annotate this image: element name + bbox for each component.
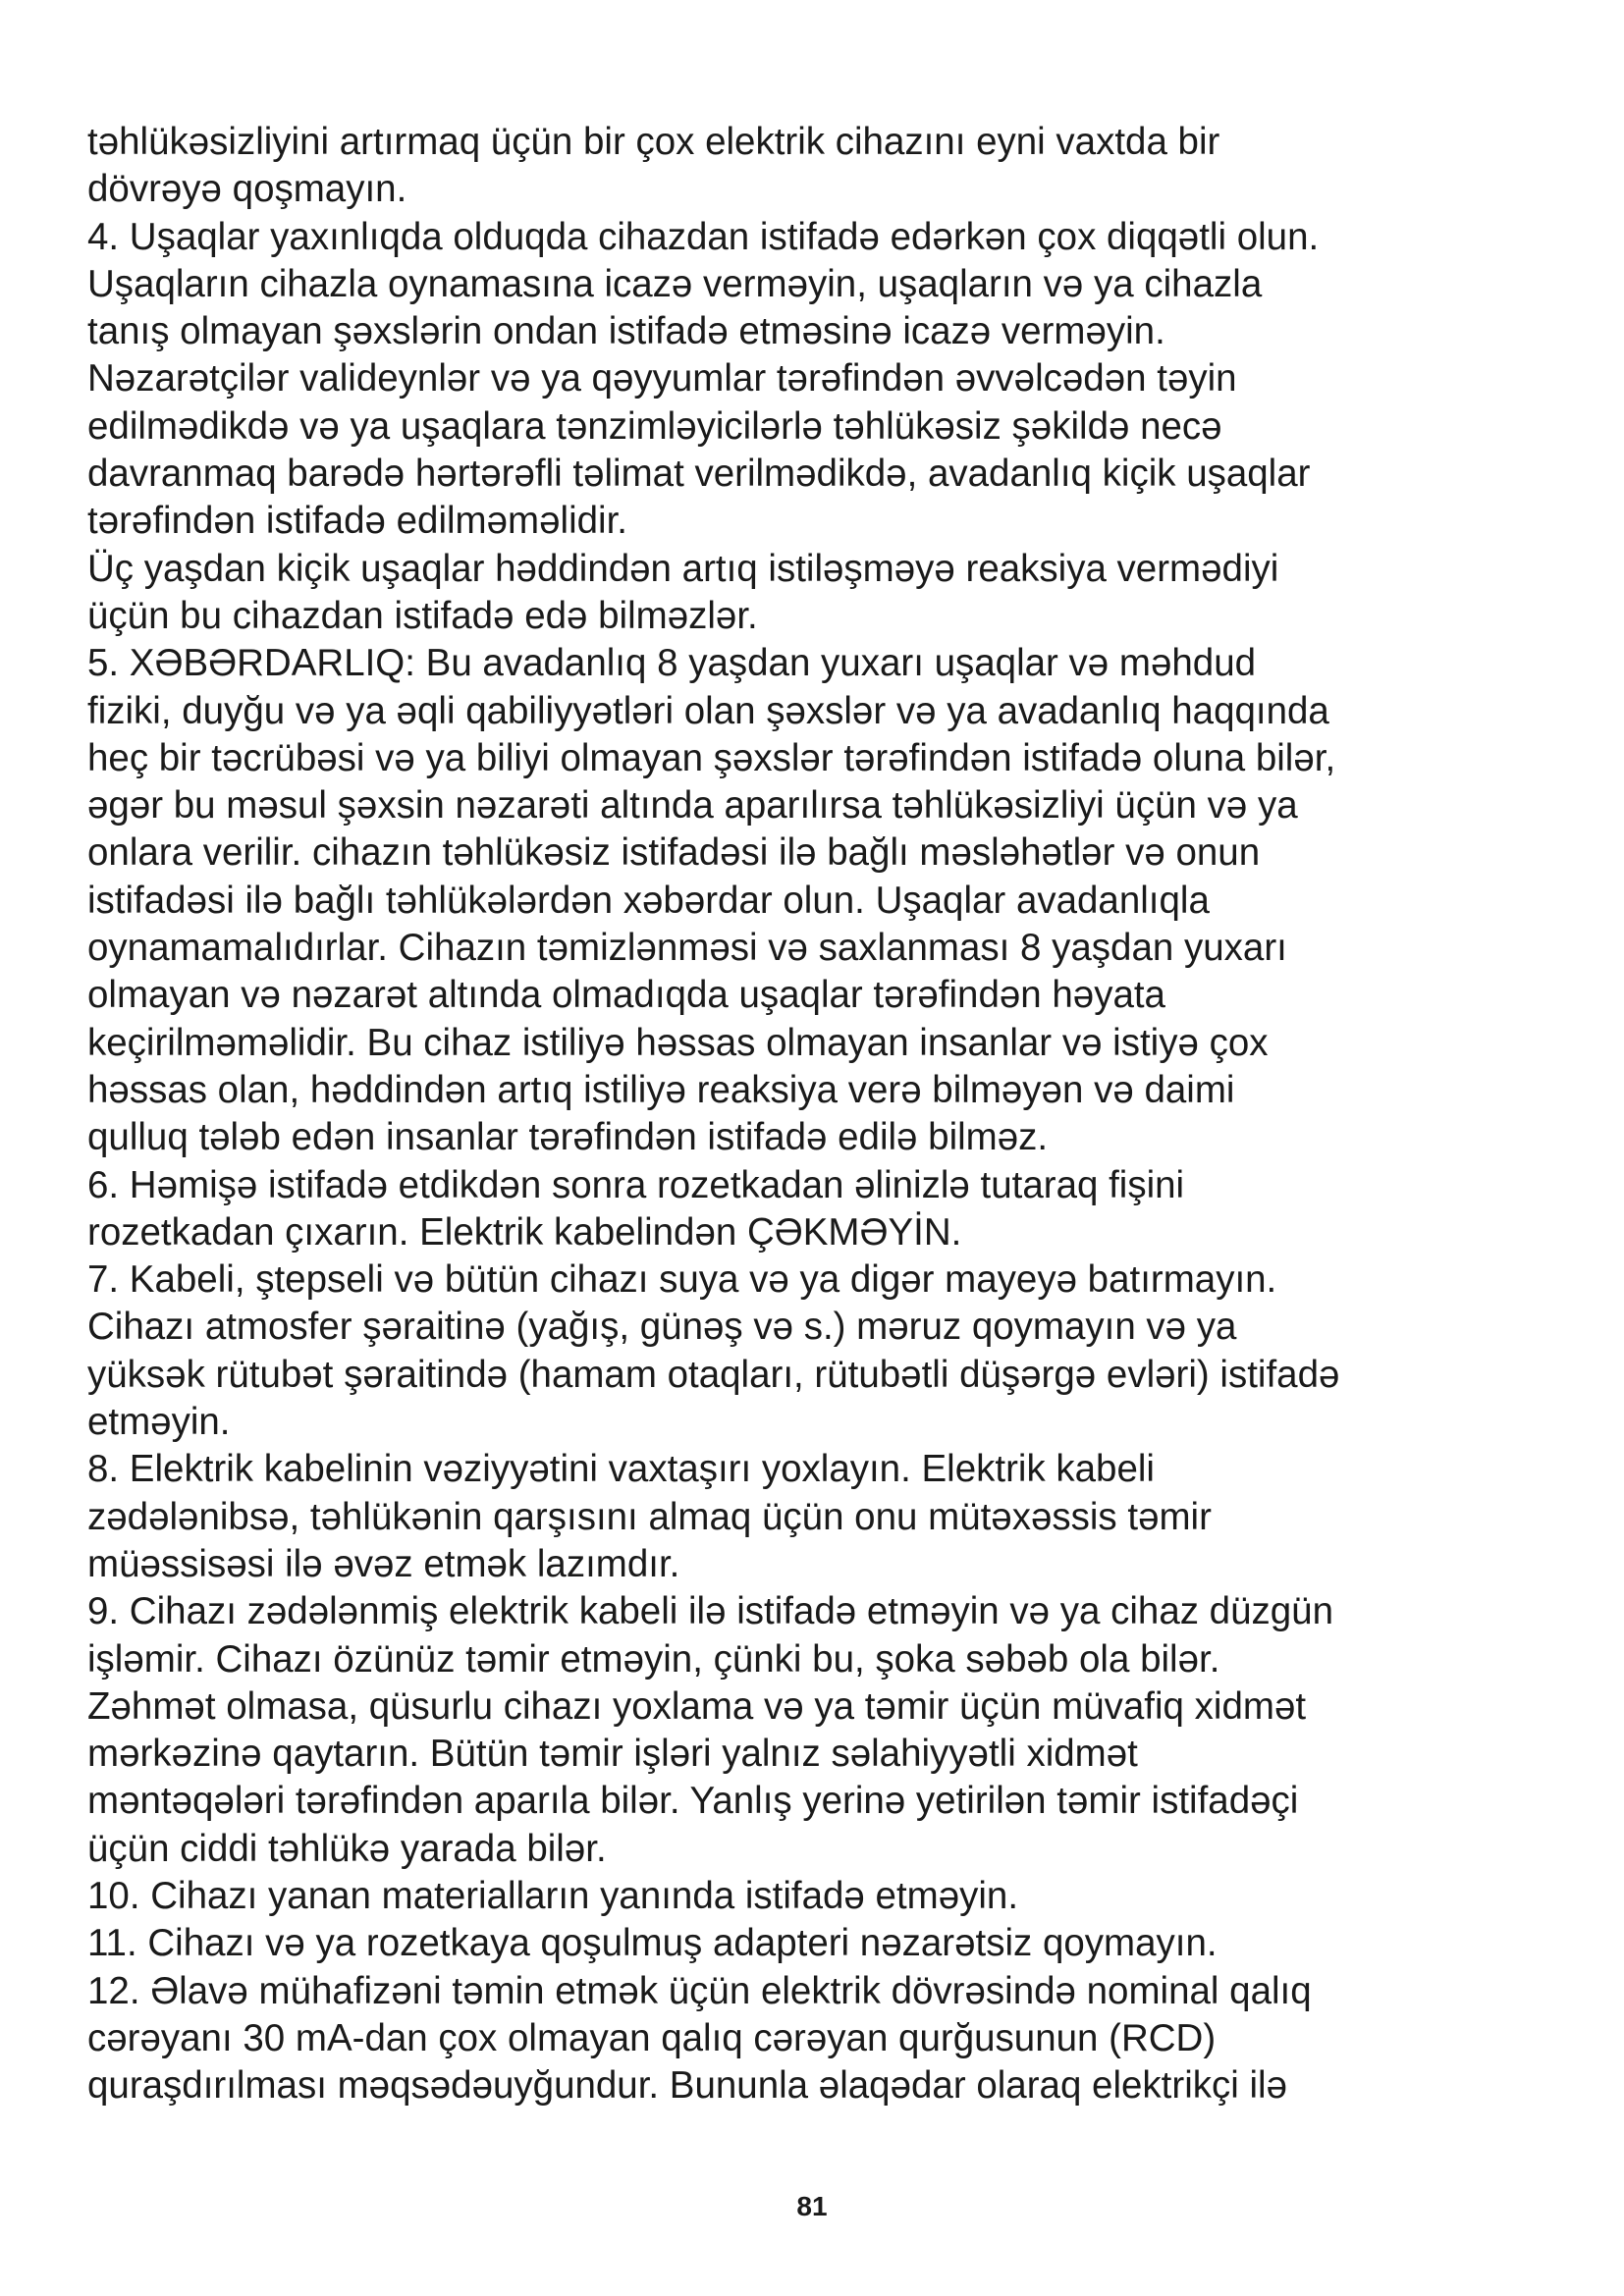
text-line: 7. Kabeli, ştepseli və bütün cihazı suya və ya digər mayeyə batırmayın.: [87, 1258, 1277, 1302]
text-line: Uşaqların cihazla oynamasına icazə verməyin, uşaqların və ya cihazla: [87, 262, 1263, 305]
text-line: davranmaq barədə hərtərəfli təlimat verilmədikdə, avadanlıq kiçik uşaqlar: [87, 453, 1311, 496]
text-line: 6. Həmişə istifadə etdikdən sonra rozetkadan əlinizlə tutaraq fişini: [87, 1163, 1185, 1206]
text-line: heç bir təcrübəsi və ya biliyi olmayan şəxslər tərəfindən istifadə oluna bilər,: [87, 736, 1336, 779]
text-line: zədələnibsə, təhlükənin qarşısını almaq üçün onu mütəxəssis təmir: [87, 1495, 1212, 1538]
page-number: 81: [796, 2191, 828, 2221]
text-line: quraşdırılması məqsədəuyğundur. Bununla əlaqədar olaraq elektrikçi ilə: [87, 2064, 1288, 2108]
text-line: 11. Cihazı və ya rozetkaya qoşulmuş adapteri nəzarətsiz qoymayın.: [87, 1922, 1218, 1965]
text-line: tərəfindən istifadə edilməməlidir.: [87, 500, 627, 543]
text-line: rozetkadan çıxarın. Elektrik kabelindən ÇƏKMƏYİN.: [87, 1210, 962, 1254]
text-line: qulluq tələb edən insanlar tərəfindən istifadə edilə bilməz.: [87, 1116, 1049, 1159]
text-line: Cihazı atmosfer şəraitinə (yağış, günəş və s.) məruz qoymayın və ya: [87, 1306, 1237, 1349]
text-line: üçün bu cihazdan istifadə edə bilməzlər.: [87, 594, 758, 637]
text-line: keçirilməməlidir. Bu cihaz istiliyə həssas olmayan insanlar və istiyə çox: [87, 1021, 1269, 1064]
text-line: edilmədikdə və ya uşaqlara tənzimləyicilərlə təhlükəsiz şəkildə necə: [87, 404, 1222, 448]
text-line: 4. Uşaqlar yaxınlıqda olduqda cihazdan istifadə edərkən çox diqqətli olun.: [87, 215, 1320, 258]
text-line: mərkəzinə qaytarın. Bütün təmir işləri yalnız səlahiyyətli xidmət: [87, 1733, 1138, 1776]
text-line: oynamamalıdırlar. Cihazın təmizlənməsi və saxlanması 8 yaşdan yuxarı: [87, 927, 1287, 970]
text-line: yüksək rütubət şəraitində (hamam otaqları, rütubətli düşərgə evləri) istifadə: [87, 1353, 1340, 1396]
text-line: müəssisəsi ilə əvəz etmək lazımdır.: [87, 1542, 680, 1585]
text-line: işləmir. Cihazı özünüz təmir etməyin, çünki bu, şoka səbəb ola bilər.: [87, 1637, 1220, 1681]
text-line: Nəzarətçilər valideynlər və ya qəyyumlar tərəfindən əvvəlcədən təyin: [87, 357, 1237, 400]
text-line: həssas olan, həddindən artıq istiliyə reaksiya verə bilməyən və daimi: [87, 1068, 1235, 1111]
text-line: məntəqələri tərəfindən aparıla bilər. Yanlış yerinə yetirilən təmir istifadəçi: [87, 1780, 1299, 1823]
text-line: 10. Cihazı yanan materialların yanında istifadə etməyin.: [87, 1874, 1019, 1917]
text-line: dövrəyə qoşmayın.: [87, 168, 407, 211]
text-line: olmayan və nəzarət altında olmadıqda uşaqlar tərəfindən həyata: [87, 974, 1165, 1017]
text-line: təhlükəsizliyini artırmaq üçün bir çox elektrik cihazını eyni vaxtda bir: [87, 121, 1220, 163]
document-body: [87, 119, 1570, 2109]
text-line: fiziki, duyğu və ya əqli qabiliyyətləri olan şəxslər və ya avadanlıq haqqında: [87, 689, 1329, 732]
text-line: Üç yaşdan kiçik uşaqlar həddindən artıq istiləşməyə reaksiya vermədiyi: [87, 547, 1279, 590]
text-line: onlara verilir. cihazın təhlükəsiz istifadəsi ilə bağlı məsləhətlər və onun: [87, 831, 1261, 875]
text-line: 8. Elektrik kabelinin vəziyyətini vaxtaşırı yoxlayın. Elektrik kabeli: [87, 1448, 1155, 1491]
text-line: Zəhmət olmasa, qüsurlu cihazı yoxlama və ya təmir üçün müvafiq xidmət: [87, 1684, 1307, 1728]
text-line: 5. XƏBƏRDARLIQ: Bu avadanlıq 8 yaşdan yuxarı uşaqlar və məhdud: [87, 642, 1257, 685]
text-line: tanış olmayan şəxslərin ondan istifadə etməsinə icazə verməyin.: [87, 310, 1165, 353]
text-line: etməyin.: [87, 1401, 231, 1444]
text-line: 9. Cihazı zədələnmiş elektrik kabeli ilə istifadə etməyin və ya cihaz düzgün: [87, 1590, 1333, 1633]
text-line: cərəyanı 30 mA-dan çox olmayan qalıq cərəyan qurğusunun (RCD): [87, 2016, 1217, 2059]
text-line: üçün ciddi təhlükə yarada bilər.: [87, 1827, 607, 1870]
text-line: əgər bu məsul şəxsin nəzarəti altında aparılırsa təhlükəsizliyi üçün və ya: [87, 784, 1298, 828]
text-line: istifadəsi ilə bağlı təhlükələrdən xəbərdar olun. Uşaqlar avadanlıqla: [87, 879, 1210, 922]
text-line: 12. Əlavə mühafizəni təmin etmək üçün elektrik dövrəsində nominal qalıq: [87, 1969, 1312, 2012]
